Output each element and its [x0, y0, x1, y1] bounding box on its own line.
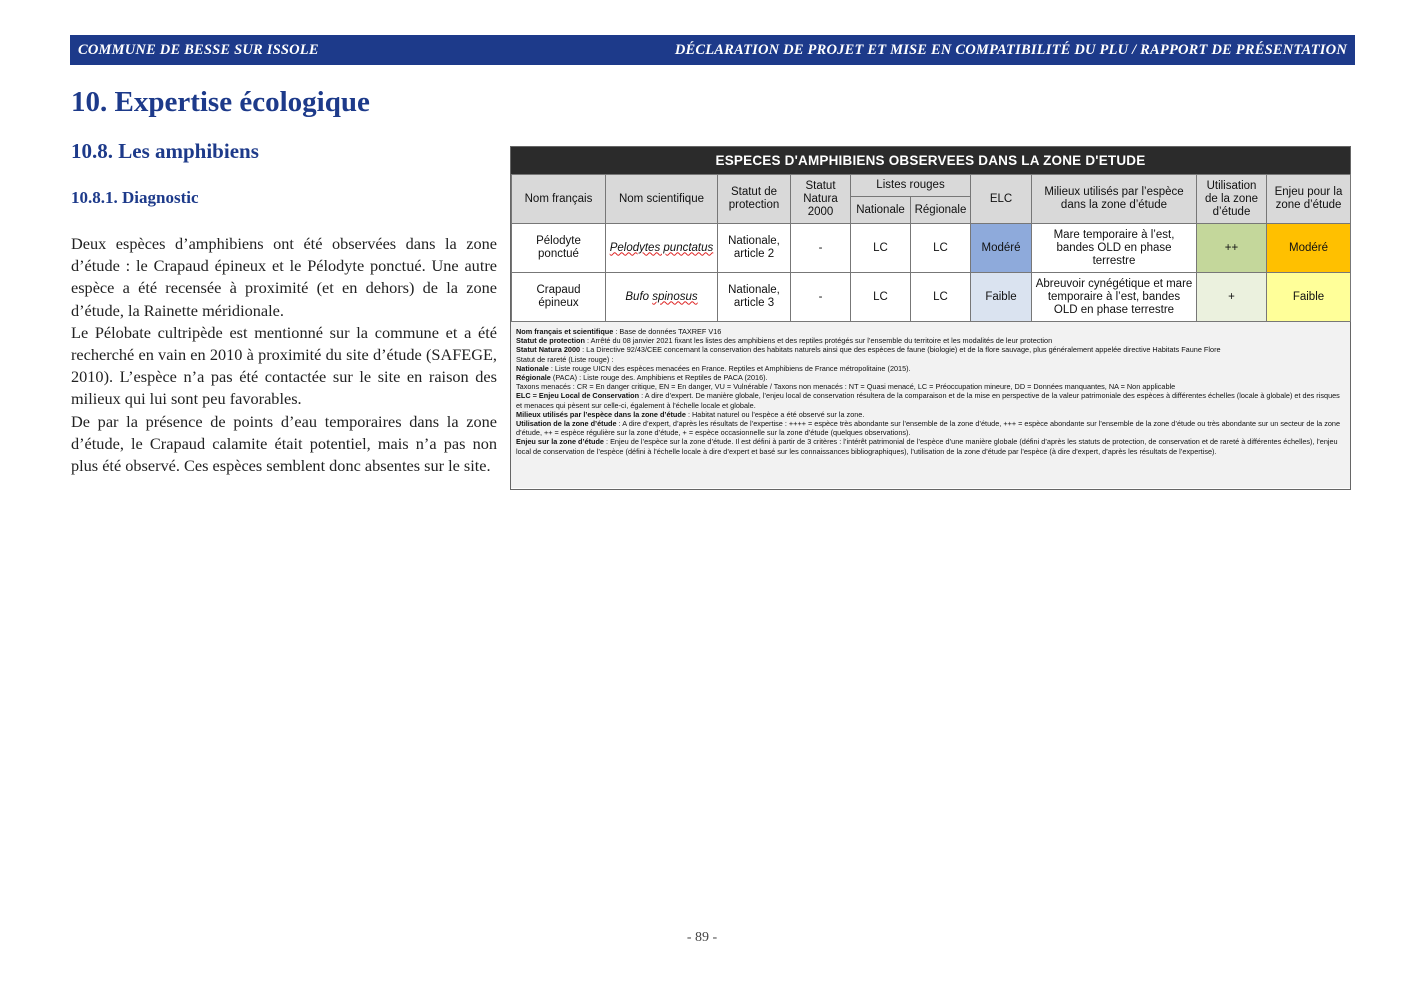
col-header: Statut Natura 2000 — [791, 175, 851, 224]
cell-enjeu: Modéré — [1267, 224, 1351, 273]
legend-line: Enjeu sur la zone d’étude : Enjeu de l’espèce sur la zone d’étude. Il est défini à partir de 3 critères : l’intérêt patrimonial de l’espèce d’une manière globale (défini d’après les statuts de protection, de conservation et de rareté à différentes échelles), l’enjeu local de conservation de l’espèce (défini à l’échelle locale à dire d’expert et basé sur les connaissances bibliographiques), l’utilisation de la zone d’étude par l’espèce (à dire d’expert, d’après les résultats de l’expertise). — [516, 437, 1338, 456]
cell-elc: Faible — [971, 273, 1032, 322]
legend-line: ELC = Enjeu Local de Conservation : A dire d’expert. De manière globale, l’enjeu local de conservation résultera de la comparaison et de la mise en perspective de la valeur patrimoniale des espèces à différentes échelles (locale à globale) et des risques et menaces qui pèsent sur celle-ci, également à l’échelle locale et globale. — [516, 391, 1340, 410]
col-header: Nom français — [512, 175, 606, 224]
legend-line: Statut de rareté (Liste rouge) : — [516, 354, 614, 364]
col-header: Utilisation de la zone d’étude — [1197, 175, 1267, 224]
cell-elc: Modéré — [971, 224, 1032, 273]
page-number: - 89 - — [686, 930, 718, 945]
species-table-panel — [510, 146, 1351, 490]
cell-utilisation: ++ — [1197, 224, 1267, 273]
legend-line: Taxons menacés : CR = En danger critique, EN = En danger, VU = Vulnérable / Taxons non menacés : NT = Quasi menacé, LC = Préoccupation mineure, DD = Données manquantes, NA = Non applicable — [516, 382, 1176, 392]
cell-liste-regionale: LC — [911, 224, 971, 273]
subsection-title: 10.8. Les amphibiens — [71, 139, 259, 163]
legend-line: Milieux utilisés par l’espèce dans la zone d’étude : Habitat naturel ou l’espèce a été observé sur la zone. — [516, 409, 865, 419]
header-commune: COMMUNE DE BESSE SUR ISSOLE — [78, 41, 319, 58]
cell-statut-protection: Nationale, article 2 — [718, 224, 791, 273]
cell-statut-protection: Nationale, article 3 — [718, 273, 791, 322]
col-header: Listes rouges — [851, 175, 971, 197]
scientific-genus: Bufo — [625, 290, 653, 303]
paragraph: Le Pélobate cultripède est mentionné sur la commune et a été recherché en vain en 2010 à proximité du site d’étude (SAFEGE, 2010). L’espèce n’a pas été contactée sur le site en raison des milieux qui lui sont peu favorables. — [71, 322, 497, 409]
cell-nom-francais: Crapaud épineux — [512, 273, 606, 322]
col-header: Enjeu pour la zone d’étude — [1267, 175, 1351, 224]
section-title: 10. Expertise écologique — [71, 86, 370, 118]
col-header: Nom scientifique — [606, 175, 718, 224]
paragraph: Deux espèces d’amphibiens ont été observées dans la zone d’étude : le Crapaud épineux et le Pélodyte ponctué. Une autre espèce a été recensée à proximité (et en dehors) de la zone d’étude, la Rainette méridionale. — [71, 234, 497, 320]
cell-enjeu: Faible — [1267, 273, 1351, 322]
cell-liste-regionale: LC — [911, 273, 971, 322]
legend-line: Nationale : Liste rouge UICN des espèces menacées en France. Reptiles et Amphibiens de France métropolitaine (2015). — [516, 363, 911, 373]
scientific-name: Pelodytes punctatus — [609, 241, 714, 254]
cell-nom-francais: Pélodyte ponctué — [512, 224, 606, 273]
legend-line: Statut Natura 2000 : La Directive 92/43/CEE concernant la conservation des habitats naturels ainsi que des espèces de faune (biologie) et de la flore sauvage, plus généralement appelée directive Habitats Faune Flore — [516, 345, 1221, 355]
paragraph: De par la présence de points d’eau temporaires dans la zone d’étude, le Crapaud calamite était potentiel, mais n’a pas non plus été observé. Ces espèces semblent donc absentes sur le site. — [71, 411, 497, 476]
legend-line: Nom français et scientifique : Base de données TAXREF V16 — [516, 327, 722, 336]
cell-nom-scientifique — [606, 224, 718, 273]
header-document-title: DÉCLARATION DE PROJET ET MISE EN COMPATIBILITÉ DU PLU / RAPPORT DE PRÉSENTATION — [674, 41, 1347, 58]
table-legend — [511, 322, 1350, 488]
col-header: Statut de protection — [718, 175, 791, 224]
col-header: Milieux utilisés par l’espèce dans la zone d’étude — [1032, 175, 1197, 224]
legend-line: Régionale (PACA) : Liste rouge des. Amphibiens et Reptiles de PACA (2016). — [516, 373, 768, 383]
table-row — [512, 224, 1351, 273]
table-row — [512, 273, 1351, 322]
scientific-species: spinosus — [652, 290, 698, 303]
legend-line: Utilisation de la zone d’étude : A dire d’expert, d’après les résultats de l’expertise : ++++ = espèce très abondante sur l’ensemble de la zone d’étude, +++ = espèce abondante sur l’ensemble de la zone d’étude ou très abondante sur un secteur de la zone d’étude, ++ = espèce régulière sur la zone d’étude, + = espèce occasionnelle sur la zone d’étude (quelques observations). — [516, 419, 1341, 438]
col-header: Régionale — [911, 197, 971, 224]
cell-statut-natura: - — [791, 224, 851, 273]
cell-nom-scientifique — [606, 273, 718, 322]
cell-liste-nationale: LC — [851, 273, 911, 322]
legend-line: Statut de protection : Arrêté du 08 janvier 2021 fixant les listes des amphibiens et des reptiles protégés sur l’ensemble du territoire et les modalités de leur protection — [516, 336, 1053, 346]
cell-milieux: Abreuvoir cynégétique et mare temporaire à l’est, bandes OLD en phase terrestre — [1032, 273, 1197, 322]
col-header: Nationale — [851, 197, 911, 224]
cell-liste-nationale: LC — [851, 224, 911, 273]
cell-statut-natura: - — [791, 273, 851, 322]
cell-utilisation: + — [1197, 273, 1267, 322]
subsubsection-title: 10.8.1. Diagnostic — [71, 188, 199, 207]
diagnostic-text — [71, 233, 497, 477]
table-title: ESPECES D'AMPHIBIENS OBSERVEES DANS LA ZONE D'ETUDE — [511, 147, 1350, 174]
col-header: ELC — [971, 175, 1032, 224]
cell-milieux: Mare temporaire à l’est, bandes OLD en phase terrestre — [1032, 224, 1197, 273]
page-header — [70, 35, 1355, 65]
species-table — [511, 174, 1351, 322]
